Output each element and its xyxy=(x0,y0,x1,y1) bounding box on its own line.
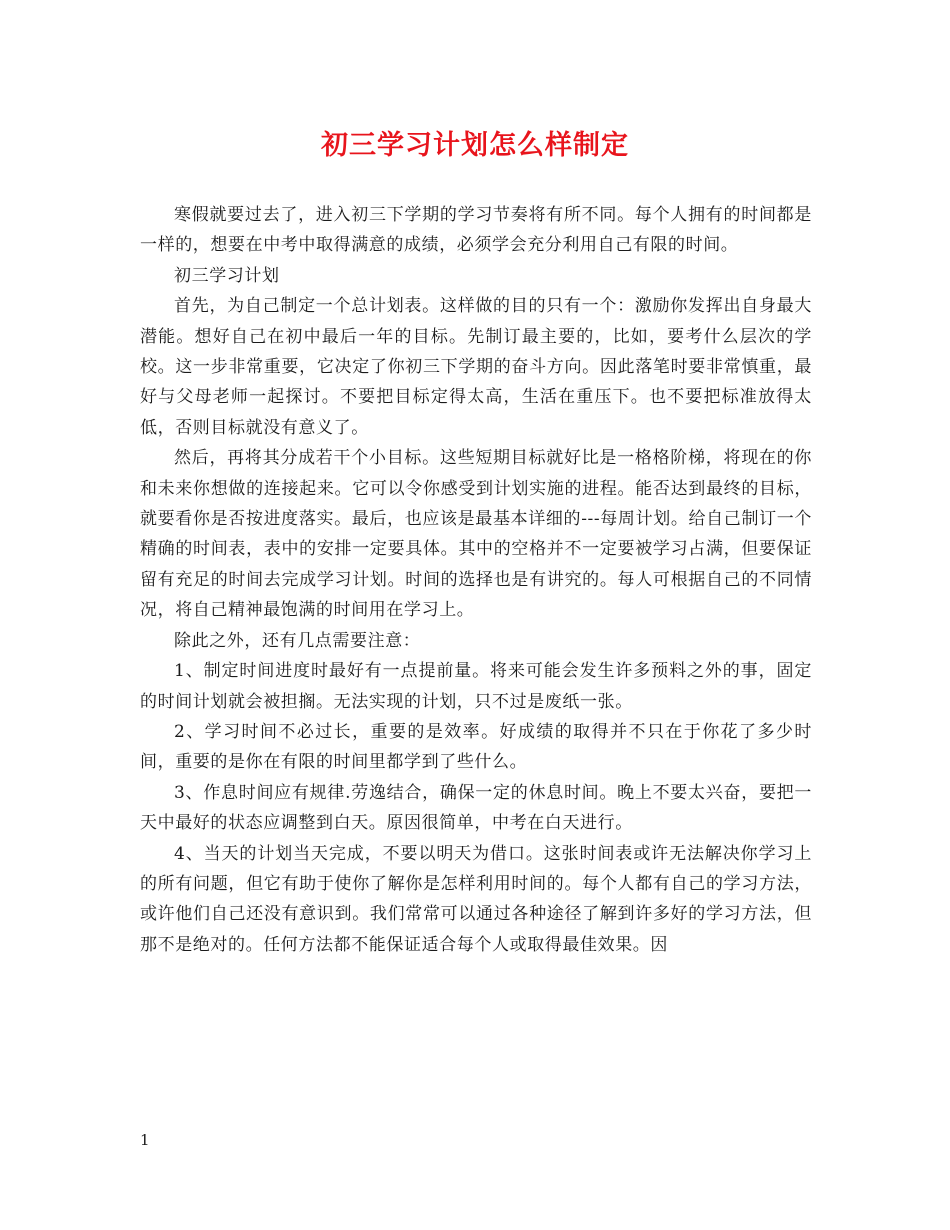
document-title: 初三学习计划怎么样制定 xyxy=(321,130,629,161)
paragraph-note-2: 2、学习时间不必过长，重要的是效率。好成绩的取得并不只在于你花了多少时间，重要的是你在有限的时间里都学到了些什么。 xyxy=(140,721,812,773)
paragraph-note-3: 3、作息时间应有规律.劳逸结合，确保一定的休息时间。晚上不要太兴奋，要把一天中最好的状态应调整到白天。原因很简单，中考在白天进行。 xyxy=(140,782,812,834)
paragraph-first: 首先，为自己制定一个总计划表。这样做的目的只有一个：激励你发挥出自身最大潜能。想好自己在初中最后一年的目标。先制订最主要的，比如，要考什么层次的学校。这一步非常重要，它决定了你初三下学期的奋斗方向。因此落笔时要非常慎重，最好与父母老师一起探讨。不要把目标定得太高，生活在重压下。也不要把标准放得太低，否则目标就没有意义了。 xyxy=(140,296,812,438)
paragraph-intro: 寒假就要过去了，进入初三下学期的学习节奏将有所不同。每个人拥有的时间都是一样的，想要在中考中取得满意的成绩，必须学会充分利用自己有限的时间。 xyxy=(140,205,812,256)
paragraph-note-1: 1、制定时间进度时最好有一点提前量。将来可能会发生许多预料之外的事，固定的时间计划就会被担搁。无法实现的计划，只不过是废纸一张。 xyxy=(140,661,812,712)
paragraph-subheading: 初三学习计划 xyxy=(174,265,280,286)
paragraph-note-4: 4、当天的计划当天完成，不要以明天为借口。这张时间表或许无法解决你学习上的所有问题，但它有助于使你了解你是怎样利用时间的。每个人都有自己的学习方法，或许他们自己还没有意识到。我们常常可以通过各种途径了解到许多好的学习方法，但那不是绝对的。任何方法都不能保证适合每个人或取得最佳效果。因 xyxy=(140,843,812,955)
document-body xyxy=(140,200,812,960)
paragraph-notes-intro: 除此之外，还有几点需要注意： xyxy=(174,630,421,651)
page-number: 1 xyxy=(140,1131,150,1149)
paragraph-then: 然后，再将其分成若干个小目标。这些短期目标就好比是一格格阶梯，将现在的你和未来你想做的连接起来。它可以令你感受到计划实施的进程。能否达到最终的目标，就要看你是否按进度落实。最后，也应该是最基本详细的---每周计划。给自己制订一个精确的时间表，表中的安排一定要具体。其中的空格并不一定要被学习占满，但要保证留有充足的时间去完成学习计划。时间的选择也是有讲究的。每人可根据自己的不同情况，将自己精神最饱满的时间用在学习上。 xyxy=(140,448,812,621)
